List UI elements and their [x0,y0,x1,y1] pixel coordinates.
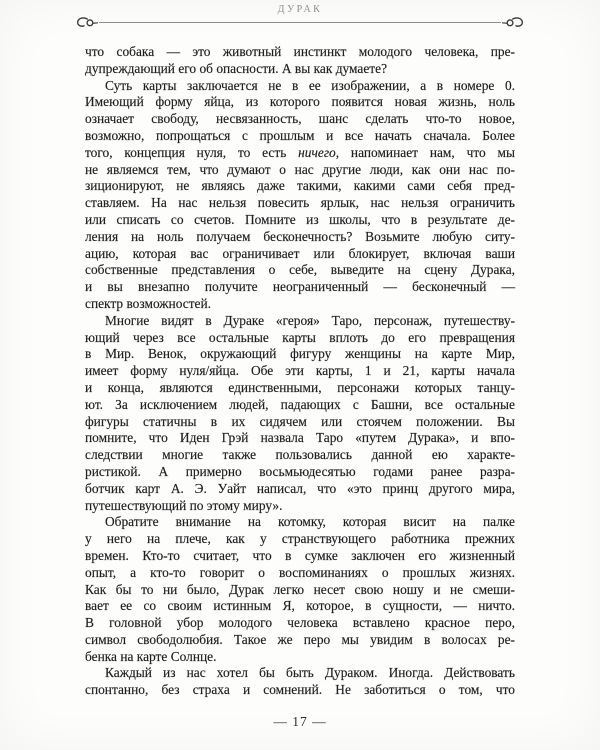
text-line: собственные представления о себе, выведите на сцену Дурака, [85,262,515,278]
text-line: символ свободолюбия. Такое же перо мы увидим в волосах ре- [85,631,515,647]
paragraph [85,514,515,665]
text-line: вает ее со своим истинным Я, которое, в сущности, — ничто. [85,598,515,614]
text-line: опыт, а кто-то говорит о воспоминаниях о прошлых жизнях. [85,564,515,580]
text-line: зиционируют, не являясь даже такими, какими сами себя пред- [85,178,515,194]
text-line: того, концепция нуля, то есть ничего, напоминает нам, что мы [85,144,515,160]
paragraph [85,44,515,78]
text-line: дупреждающий его об опасности. А вы как думаете? [85,60,388,76]
text-line: ставляем. На нас нельзя повесить ярлык, нас нельзя ограничить [85,195,515,211]
text-line: у него на плече, как у странствующего работника прежних [85,531,515,547]
text-line: означает свободу, несвязанность, шанс сделать что-то новое, [85,111,515,127]
text-line: что собака — это животный инстинкт молодого человека, пре- [85,44,515,59]
text-line: имеет форму нуля/яйца. Обе эти карты, 1 и 21, карты начала [85,363,515,379]
text-line: Суть карты заключается не в ее изображении, а в номере 0. [105,77,515,93]
text-line: Каждый из нас хотел бы быть Дураком. Иногда. Действовать [105,665,515,681]
text-line: следствии многие также пользовались данной ею характе- [85,447,515,463]
paragraph [85,665,515,699]
text-line: ющий через все остальные карты вплоть до его превращения [85,329,515,345]
text-line: времен. Кто-то считает, что в сумке заключен его жизненный [85,547,515,563]
text-line: и вы внезапно получите неограниченный — бесконечный — [85,279,515,295]
text-line: Обратите внимание на котомку, которая висит на палке [105,514,515,530]
scroll-flourish-right-icon [502,15,524,29]
text-line: ют. За исключением людей, падающих с Башни, все остальные [85,396,515,412]
text-line: Имеющий форму яйца, из которого появится новая жизнь, ноль [85,94,515,110]
page-number: — 17 — [273,714,327,729]
text-line: ристикой. А примерно восьмьюдесятью годами ранее разра- [85,463,515,479]
text-line: возможно, попрощаться с прошлым и все начать сначала. Более [85,127,515,143]
text-line: помните, что Иден Грэй назвала Таро «путем Дурака», и впо- [85,430,515,446]
text-line: или списать со счетов. Помните из школы, что в результате де- [85,211,515,227]
header-rule-row [76,13,524,31]
text-line: фигуры статичны в их сидячем или стоячем положении. Вы [85,413,515,429]
text-line: ботчик карт А. Э. Уайт написал, что «это принц другого мира, [85,480,515,496]
text-line: Как бы то ни было, Дурак легко несет свою ношу и не смеши- [85,581,515,597]
running-header-title: ДУРАК [277,4,323,15]
text-line: бенка на карте Солнце. [85,648,217,664]
text-line: спонтанно, без страха и сомнений. Не заботиться о том, что [85,682,515,698]
text-line: и конца, являются единственными, персонажи которых танцу- [85,379,515,395]
paragraph [85,313,515,515]
paragraph [85,78,515,313]
body-text [85,44,515,699]
text-line: не являемся тем, что думают о нас другие люди, как они нас по- [85,161,515,177]
text-line: спектр возможностей. [85,295,212,311]
text-line: Многие видят в Дураке «героя» Таро, персонаж, путешеству- [105,312,515,328]
text-line: В головной убор молодого человека вставлено красное перо, [85,615,515,631]
text-line: ления на ноль получаем бесконечность? Возьмите любую ситу- [85,228,515,244]
scroll-flourish-left-icon [76,15,98,29]
text-line: ацию, которая вас ограничивает или блокирует, включая ваши [85,245,515,261]
header-rule [99,22,501,23]
text-line: путешествующий по этому миру». [85,497,283,513]
text-line: в Мир. Венок, окружающий фигуру женщины на карте Мир, [85,346,515,362]
